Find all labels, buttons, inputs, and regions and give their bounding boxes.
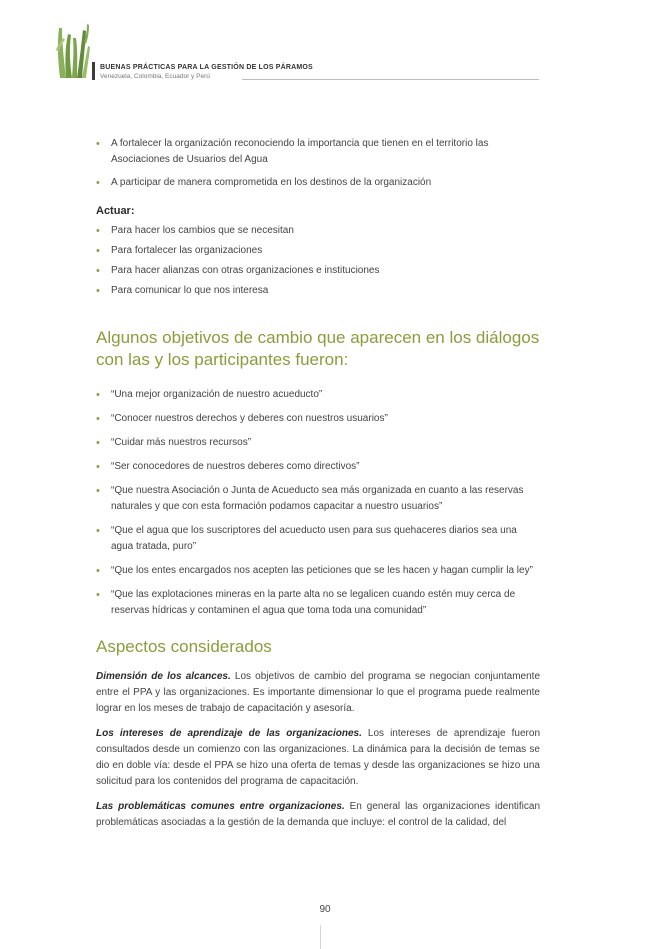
list-item: • “Una mejor organización de nuestro acueducto”: [96, 387, 540, 403]
actuar-heading: Actuar:: [96, 205, 135, 217]
list-item: • “Que los entes encargados nos acepten las peticiones que se les hacen y hagan cumplir la ley”: [96, 563, 540, 579]
paragraph-text: En general las organizaciones identifican problemáticas asociadas a la gestión de la demanda que incluye: el control de la calidad, del: [96, 801, 541, 828]
list-item: • Para hacer los cambios que se necesitan: [96, 223, 540, 239]
header-rule: [242, 79, 539, 80]
header-title: BUENAS PRÁCTICAS PARA LA GESTIÓN DE LOS PÁRAMOS: [100, 64, 313, 71]
paragraph: [96, 669, 540, 717]
paragraph-lead: Dimensión de los alcances.: [96, 671, 231, 682]
page-number: 90: [319, 904, 331, 915]
list-item: • Para fortalecer las organizaciones: [96, 243, 540, 259]
list-item: • “Conocer nuestros derechos y deberes con nuestros usuarios”: [96, 411, 540, 427]
frailejon-logo-icon: [56, 20, 90, 80]
list-item: • A fortalecer la organización reconociendo la importancia que tienen en el territorio las Asociaciones de Usuarios del Agua: [96, 136, 540, 168]
paragraph: [96, 726, 540, 790]
paragraph-lead: Las problemáticas comunes entre organizaciones.: [96, 801, 345, 812]
paragraph-text: Los objetivos de cambio del programa se negocian conjuntamente entre el PPA y las organizaciones. Es importante dimensionar lo que el programa puede realmente lograr en los meses de trabajo de capacitación y asesoría.: [96, 671, 540, 714]
page-header: [56, 20, 556, 90]
objetivos-heading: Algunos objetivos de cambio que aparecen en los diálogos con las y los participantes fueron:: [96, 328, 540, 369]
paragraph: [96, 799, 540, 831]
gutter-line: [320, 925, 321, 949]
paragraph-text: Los intereses de aprendizaje fueron consultados desde un comienzo con las organizaciones. La dinámica para la decisión de temas se dio en doble vía: desde el PPA se hizo una oferta de temas y desde las organizaciones se hizo una solicitud para los contenidos del programa de capacitación.: [96, 728, 541, 787]
list-item: • “Que nuestra Asociación o Junta de Acueducto sea más organizada en cuanto a las reservas naturales y que con esta formación podamos capacitar a nuestro usuarios”: [96, 483, 540, 515]
aspectos-heading: Aspectos considerados: [96, 637, 272, 656]
page-content: [96, 136, 540, 840]
list-item: • “Ser conocedores de nuestros deberes como directivos”: [96, 459, 540, 475]
top-bullet-list: [96, 136, 540, 191]
header-bar: [92, 62, 95, 80]
actuar-list: [96, 223, 540, 299]
header-subtitle: Venezuela, Colombia, Ecuador y Perú: [100, 73, 210, 80]
list-item: • “Que las explotaciones mineras en la parte alta no se legalicen cuando estén muy cerca de reservas hídricas y contaminen el agua que toma toda una comunidad”: [96, 587, 540, 619]
list-item: • A participar de manera comprometida en los destinos de la organización: [96, 175, 540, 191]
list-item: • Para comunicar lo que nos interesa: [96, 283, 540, 299]
list-item: • “Que el agua que los suscriptores del acueducto usen para sus quehaceres diarios sea una agua tratada, puro”: [96, 523, 540, 555]
paragraph-lead: Los intereses de aprendizaje de las organizaciones.: [96, 728, 362, 739]
objetivos-list: [96, 387, 540, 619]
list-item: • “Cuidar más nuestros recursos”: [96, 435, 540, 451]
list-item: • Para hacer alianzas con otras organizaciones e instituciones: [96, 263, 540, 279]
